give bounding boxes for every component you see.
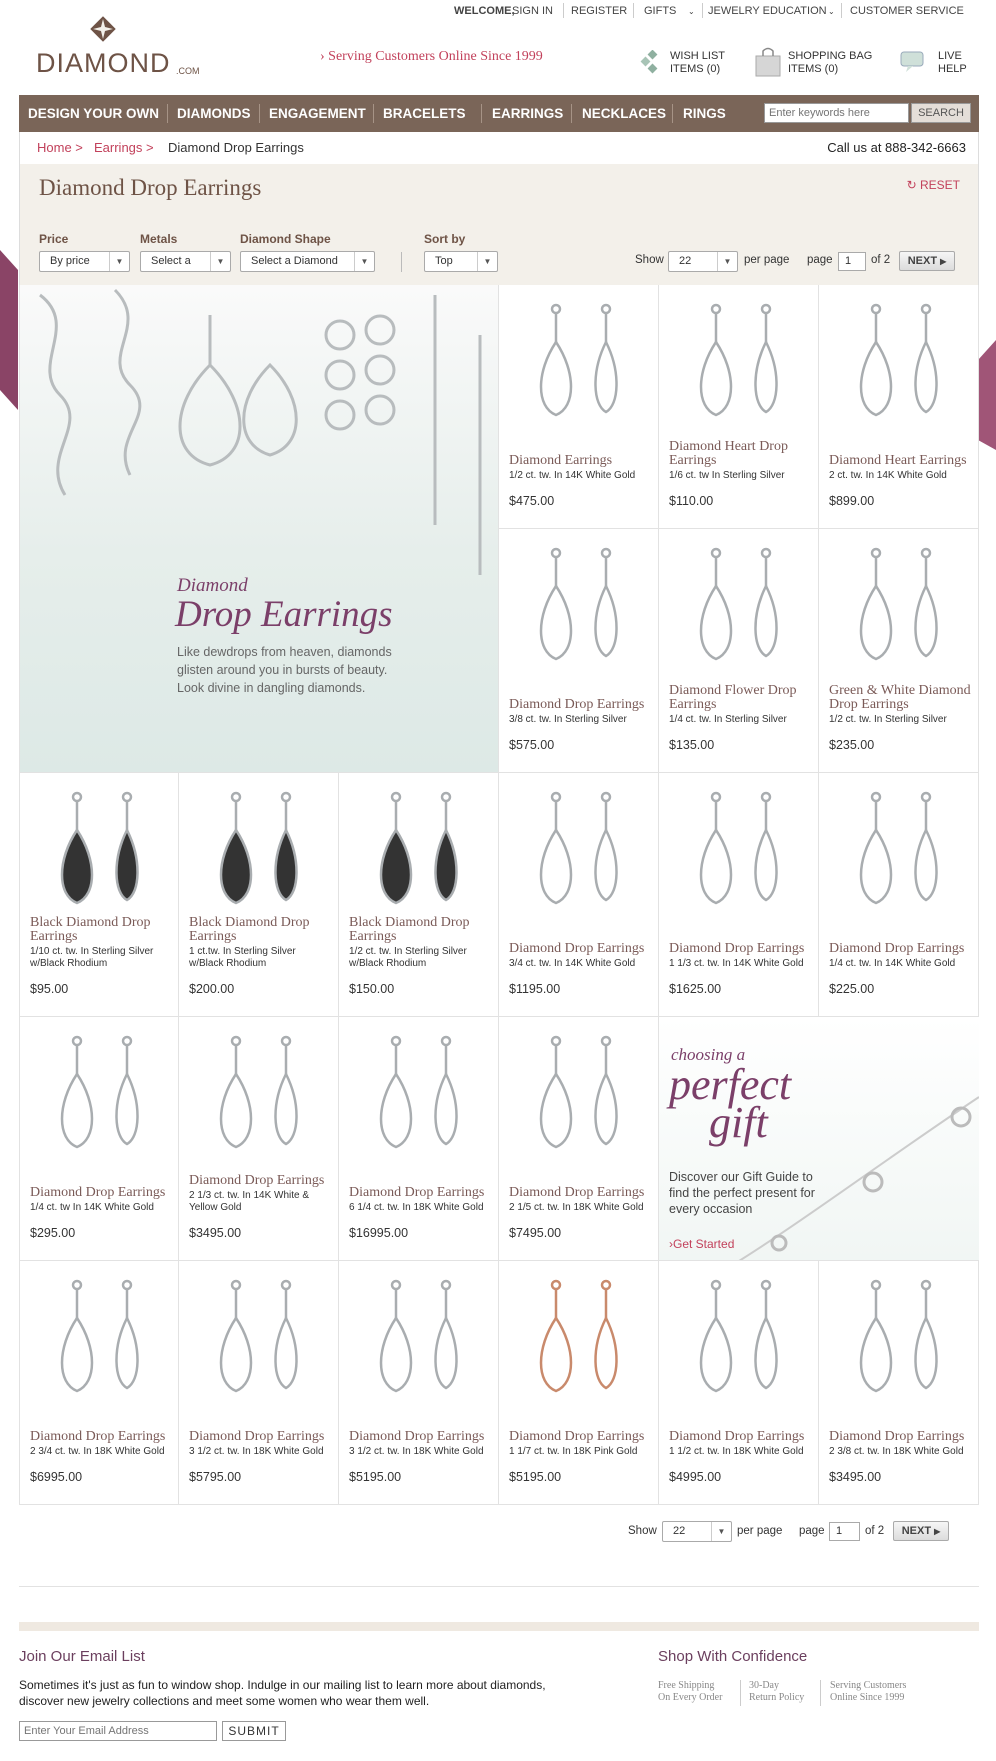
email-submit-button[interactable]: SUBMIT [222,1721,286,1741]
product-card[interactable] [179,1017,339,1261]
earring-product-image[interactable] [351,1029,487,1169]
product-info [30,916,172,996]
earring-product-image[interactable] [511,785,647,925]
product-description: 1/2 ct. tw. In Sterling Silver w/Black Rhodium [349,946,467,969]
product-info [669,440,812,508]
page-of-label: of 2 [871,254,891,266]
product-price: $5195.00 [349,1470,402,1484]
product-card[interactable] [819,285,979,529]
product-price: $1625.00 [669,982,722,996]
product-card[interactable] [19,1017,179,1261]
product-grid [19,285,979,1505]
earrings-collage-image [20,285,499,585]
logo-text: DIAMOND [36,48,171,78]
sort-select-value: Top [435,255,453,267]
serving-since-line1: Serving Customers [830,1680,907,1691]
product-card[interactable] [499,1261,659,1505]
product-price: $110.00 [669,494,714,508]
live-help-label-1: LIVE [938,50,962,62]
earring-product-image[interactable] [831,1273,967,1413]
email-input[interactable] [19,1721,217,1741]
product-name[interactable]: Diamond Drop Earrings [30,1185,166,1200]
product-description: 1/2 ct. tw. In 14K White Gold [509,470,636,481]
nav-design-your-own[interactable]: DESIGN YOUR OWN [28,106,160,121]
earring-product-image[interactable] [191,1273,327,1413]
product-description: 3 1/2 ct. tw. In 18K White Gold [349,1446,484,1457]
product-card[interactable] [659,285,819,529]
product-card[interactable] [19,1261,179,1505]
promo-banner-gift-guide[interactable] [659,1017,979,1261]
nav-engagement[interactable]: ENGAGEMENT [269,106,366,121]
product-card[interactable] [659,1261,819,1505]
product-info [509,1186,652,1240]
chevron-down-icon: ▼ [354,252,374,271]
customer-service-link[interactable]: CUSTOMER SERVICE [850,5,964,17]
product-price: $95.00 [30,982,69,996]
product-card[interactable] [339,773,499,1017]
product-card[interactable] [339,1017,499,1261]
product-price: $135.00 [669,738,715,752]
confidence-title: Shop With Confidence [658,1648,808,1665]
product-description: 3/4 ct. tw. In 14K White Gold [509,958,636,969]
return-policy-line1: 30-Day [749,1680,779,1691]
page-input-bottom[interactable]: 1 [829,1522,860,1541]
register-link[interactable]: REGISTER [571,5,628,17]
product-info [669,942,812,996]
product-name[interactable]: Diamond Earrings [509,453,613,468]
product-info [349,1430,492,1484]
breadcrumb [19,132,979,164]
price-select[interactable] [39,251,130,272]
free-shipping-badge [658,1680,722,1704]
gifts-link[interactable]: GIFTS [644,5,677,17]
product-card[interactable] [819,773,979,1017]
product-description: 1 1/3 ct. tw. In 14K White Gold [669,958,804,969]
product-info [509,698,652,752]
product-name[interactable]: Diamond Heart Drop Earrings [669,439,788,468]
product-name[interactable]: Diamond Flower Drop Earrings [669,683,797,712]
earring-product-image[interactable] [32,1029,168,1169]
nav-necklaces[interactable]: NECKLACES [582,106,667,121]
signin-link[interactable]: SIGN IN [512,5,553,17]
product-name[interactable]: Black Diamond Drop Earrings [349,915,470,944]
product-name[interactable]: Black Diamond Drop Earrings [30,915,151,944]
welcome-text: WELCOME, [454,5,515,17]
return-policy-badge [749,1680,804,1704]
tagline: › Serving Customers Online Since 1999 [320,49,543,64]
product-info [669,1430,812,1484]
promo-banner-drop-earrings[interactable] [19,285,499,773]
product-description: 1 1/7 ct. tw. In 18K Pink Gold [509,1446,638,1457]
product-description: 1 1/2 ct. tw. In 18K White Gold [669,1446,804,1457]
per-page-select-bottom[interactable] [662,1521,732,1542]
product-card[interactable] [659,773,819,1017]
product-price: $4995.00 [669,1470,722,1484]
per-page-label: per page [744,254,790,266]
product-price: $3495.00 [189,1226,242,1240]
product-info [829,942,972,996]
free-shipping-line1: Free Shipping [658,1680,715,1691]
logo-suffix: .COM [176,66,200,76]
product-price: $235.00 [829,738,875,752]
earring-product-image[interactable] [351,1273,487,1413]
sort-select[interactable] [424,251,498,272]
gift-title-line2: perfect [669,1060,792,1109]
product-description: 1 ct.tw. In Sterling Silver w/Black Rhodium [189,946,296,969]
product-name[interactable]: Diamond Drop Earrings [509,697,645,712]
chevron-down-icon[interactable]: ⌄ [828,7,835,16]
product-description: 2 3/4 ct. tw. In 18K White Gold [30,1446,165,1457]
product-info [30,1186,172,1240]
product-name[interactable]: Green & White Diamond Drop Earrings [829,683,971,712]
nav-earrings[interactable]: EARRINGS [492,106,564,121]
earring-product-image[interactable] [671,785,807,925]
email-list-description: Sometimes it's just as fun to window shop. Indulge in our mailing list to learn more about diamonds, discover new jewelry collections and meet some women who wear them well. [19,1678,546,1708]
product-info [349,1186,492,1240]
product-info [30,1430,172,1484]
decorative-ribbon-right [978,340,996,460]
product-info [189,1174,332,1240]
product-description: 1/4 ct. tw. In Sterling Silver [669,714,787,725]
earring-product-image[interactable] [351,785,487,925]
chevron-down-icon: ▼ [477,252,497,271]
earring-product-image[interactable] [671,541,807,681]
product-card[interactable] [339,1261,499,1505]
chat-bubble-icon [900,50,930,74]
serving-since-line2: Online Since 1999 [830,1692,905,1703]
page-input[interactable]: 1 [838,252,866,271]
show-label: Show [635,254,664,266]
sort-label: Sort by [424,232,466,246]
product-name[interactable]: Black Diamond Drop Earrings [189,915,310,944]
product-price: $295.00 [30,1226,76,1240]
product-price: $1195.00 [509,982,561,996]
product-price: $475.00 [509,494,555,508]
product-description: 1/6 ct. tw In Sterling Silver [669,470,785,481]
search-input[interactable] [764,103,909,123]
next-page-button-bottom[interactable] [893,1521,949,1541]
product-info [189,916,332,996]
reset-link[interactable] [907,178,960,192]
page-title: Diamond Drop Earrings [39,175,262,200]
phone-number: Call us at 888-342-6663 [827,140,966,155]
metals-select[interactable] [140,251,231,272]
nav-bracelets[interactable]: BRACELETS [383,106,466,121]
chevron-down-icon: ▼ [717,252,737,271]
breadcrumb-earrings[interactable]: Earrings > [94,140,154,155]
product-info [829,1430,972,1484]
listing-header [19,164,979,285]
reset-label: RESET [919,178,960,192]
product-name[interactable]: Diamond Drop Earrings [669,1429,805,1444]
product-card[interactable] [499,285,659,529]
product-description: 2 ct. tw. In 14K White Gold [829,470,947,481]
price-filter-label: Price [39,232,69,246]
product-name[interactable]: Diamond Drop Earrings [829,941,965,956]
earring-product-image[interactable] [671,1273,807,1413]
per-page-label-bottom: per page [737,1525,783,1537]
shopping-bag-icon [754,46,782,78]
product-price: $16995.00 [349,1226,409,1240]
page-of-label-bottom: of 2 [865,1525,885,1537]
product-card[interactable] [179,1261,339,1505]
metals-filter-label: Metals [140,232,178,246]
earring-product-image[interactable] [671,297,807,437]
product-price: $575.00 [509,738,555,752]
product-card[interactable] [499,773,659,1017]
banner-title-line1: Diamond [177,575,248,596]
product-price: $7495.00 [509,1226,562,1240]
serving-since-badge [830,1680,906,1704]
gift-title-line1: choosing a [671,1045,746,1064]
per-page-value: 22 [679,255,692,267]
next-label: NEXT [907,255,938,267]
utility-bar [440,0,996,22]
product-info [189,1430,332,1484]
product-name[interactable]: Diamond Heart Earrings [829,453,967,468]
nav-rings[interactable]: RINGS [683,106,726,121]
footer-divider [19,1586,979,1587]
product-card[interactable] [179,773,339,1017]
nav-diamonds[interactable]: DIAMONDS [177,106,251,121]
earring-product-image[interactable] [831,297,967,437]
arrow-right-icon: ▶ [934,1527,941,1536]
gift-description: Discover our Gift Guide to find the perfect present for every occasion [669,1170,815,1216]
shape-select[interactable] [240,251,375,272]
chevron-down-icon: ▼ [210,252,230,271]
metals-select-value: Select a [151,255,191,267]
product-card[interactable] [499,529,659,773]
product-card[interactable] [819,1261,979,1505]
footer-band [19,1622,979,1631]
arrow-right-icon: ▶ [940,257,947,266]
breadcrumb-home[interactable]: Home > [37,140,83,155]
refresh-icon: ↻ [906,178,920,192]
earring-product-image[interactable] [511,297,647,437]
product-card[interactable] [499,1017,659,1261]
product-name[interactable]: Diamond Drop Earrings [509,1185,645,1200]
product-name[interactable]: Diamond Drop Earrings [509,941,645,956]
product-price: $6995.00 [30,1470,83,1484]
wishlist-label: WISH LIST [670,50,726,62]
product-price: $225.00 [829,982,875,996]
product-name[interactable]: Diamond Drop Earrings [189,1173,325,1188]
product-card[interactable] [659,529,819,773]
product-description: 2 3/8 ct. tw. In 18K White Gold [829,1446,964,1457]
earring-product-image[interactable] [191,1029,327,1169]
wishlist-count: ITEMS (0) [670,63,721,75]
chevron-down-icon: ▼ [711,1522,731,1541]
product-name[interactable]: Diamond Drop Earrings [829,1429,965,1444]
next-page-button[interactable] [899,251,955,271]
product-name[interactable]: Diamond Drop Earrings [669,941,805,956]
banner-description: Like dewdrops from heaven, diamonds glisten around you in bursts of beauty. Look divine in dangling diamonds. [177,645,392,695]
email-list-title: Join Our Email List [19,1648,145,1665]
product-description: 6 1/4 ct. tw. In 18K White Gold [349,1202,484,1213]
page-label: page [807,254,833,266]
per-page-value-bottom: 22 [673,1525,686,1537]
shopping-bag-count: ITEMS (0) [788,63,839,75]
per-page-select[interactable] [668,251,738,272]
product-info [829,454,972,508]
product-info [509,1430,652,1484]
product-card[interactable] [19,773,179,1017]
banner-title-line2: Drop Earrings [175,594,393,635]
product-price: $5195.00 [509,1470,562,1484]
site-logo[interactable] [36,16,211,80]
gift-title-line3: gift [709,1098,768,1147]
education-link[interactable]: JEWELRY EDUCATION [708,5,827,17]
product-description: 1/4 ct. tw. In 14K White Gold [829,958,956,969]
product-description: 1/10 ct. tw. In Sterling Silver w/Black Rhodium [30,946,154,969]
product-price: $150.00 [349,982,395,996]
product-price: $3495.00 [829,1470,882,1484]
product-description: 1/4 ct. tw In 14K White Gold [30,1202,154,1213]
product-price: $200.00 [189,982,235,996]
product-description: 2 1/5 ct. tw. In 18K White Gold [509,1202,644,1213]
product-info [669,684,812,752]
show-label-bottom: Show [628,1525,657,1537]
chevron-down-icon[interactable]: ⌄ [688,7,695,16]
page-label-bottom: page [799,1525,825,1537]
logo-star-icon [90,16,116,42]
shape-filter-label: Diamond Shape [240,232,331,246]
earring-product-image[interactable] [511,541,647,681]
product-name[interactable]: Diamond Drop Earrings [509,1429,645,1444]
product-description: 3/8 ct. tw. In Sterling Silver [509,714,627,725]
shopping-bag-label: SHOPPING BAG [788,50,873,62]
free-shipping-line2: On Every Order [658,1692,723,1703]
product-card[interactable] [819,529,979,773]
product-price: $5795.00 [189,1470,242,1484]
decorative-ribbon-left [0,250,20,420]
search-button[interactable]: SEARCH [911,103,971,123]
product-info [829,684,972,752]
product-info [509,454,652,508]
product-info [349,916,492,996]
earring-product-image[interactable] [191,785,327,925]
main-nav [19,95,979,132]
product-name[interactable]: Diamond Drop Earrings [189,1429,325,1444]
product-name[interactable]: Diamond Drop Earrings [349,1429,485,1444]
earring-product-image[interactable] [511,1029,647,1169]
earring-product-image[interactable] [32,1273,168,1413]
product-description: 3 1/2 ct. tw. In 18K White Gold [189,1446,324,1457]
wishlist-diamond-icon [640,50,664,74]
breadcrumb-current: Diamond Drop Earrings [168,140,304,155]
shape-select-value: Select a Diamond [251,255,338,267]
product-description: 2 1/3 ct. tw. In 14K White & Yellow Gold [189,1190,310,1213]
chevron-down-icon: ▼ [109,252,129,271]
filter-divider [401,252,402,272]
live-help-label-2: HELP [938,63,967,75]
next-label-bottom: NEXT [901,1525,932,1537]
product-name[interactable]: Diamond Drop Earrings [30,1429,166,1444]
earring-product-image[interactable] [511,1273,647,1413]
product-description: 1/2 ct. tw. In Sterling Silver [829,714,947,725]
price-select-value: By price [50,255,90,267]
product-name[interactable]: Diamond Drop Earrings [349,1185,485,1200]
product-price: $899.00 [829,494,875,508]
return-policy-line2: Return Policy [749,1692,805,1703]
earring-product-image[interactable] [32,785,168,925]
product-info [509,942,652,996]
gift-get-started-link[interactable]: ›Get Started [669,1237,735,1251]
earring-product-image[interactable] [831,785,967,925]
earring-product-image[interactable] [831,541,967,681]
